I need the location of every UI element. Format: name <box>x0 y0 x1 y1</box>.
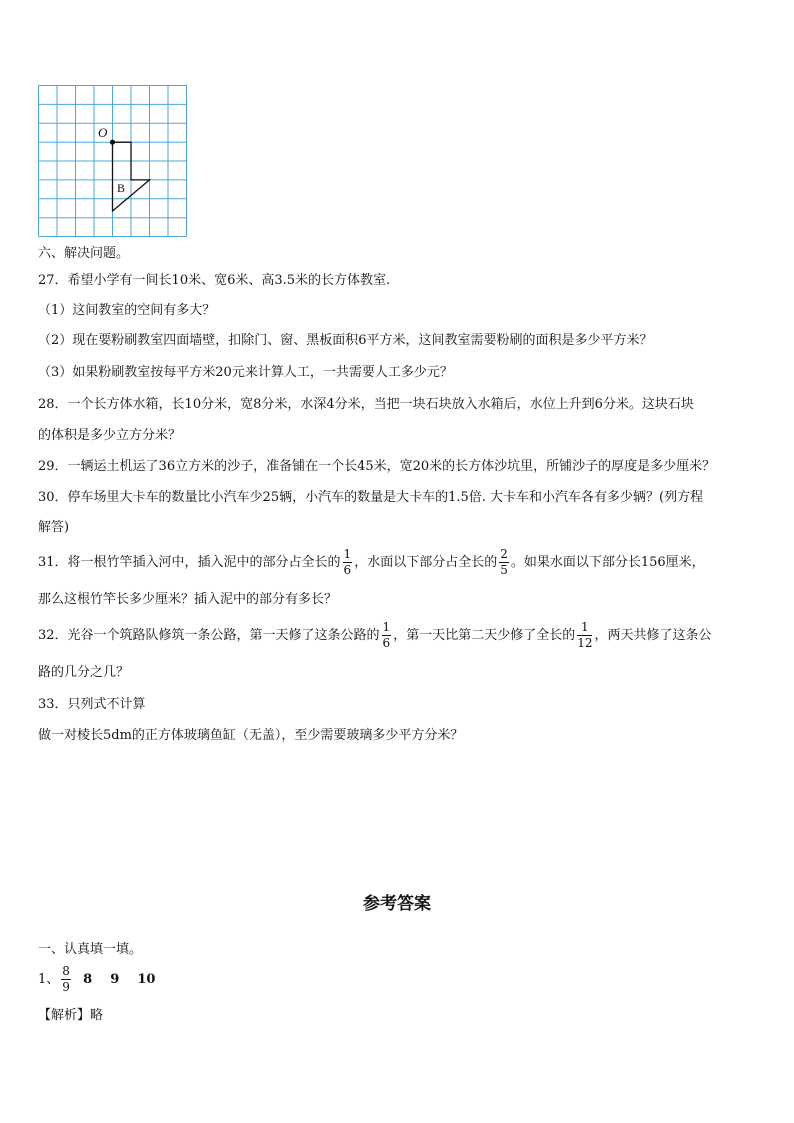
q32-fraction-2 <box>577 621 592 650</box>
answer-1 <box>38 962 155 998</box>
q30-line-1: 30．停车场里大卡车的数量比小汽车少25辆，小汽车的数量是大卡车的1.5倍. 大卡车和小汽车各有多少辆？(列方程 <box>38 490 704 505</box>
q32-text-1: 32．光谷一个筑路队修筑一条公路，第一天修了这条公路的 <box>38 628 380 643</box>
q31-fraction-1 <box>343 548 353 577</box>
q30-line-2: 解答) <box>38 520 70 535</box>
q27-part-1: （1）这间教室的空间有多大？ <box>38 303 216 318</box>
q32-fraction-1-num: 1 <box>382 620 391 634</box>
q31-fraction-1-den: 6 <box>343 563 352 577</box>
q28-line-2: 的体积是多少立方分米？ <box>38 428 182 443</box>
answers-section-1: 一、认真填一填。 <box>38 942 143 957</box>
q27-part-3: （3）如果粉刷教室按每平方米20元来计算人工，一共需要人工多少元？ <box>38 365 453 380</box>
q31-line-2: 那么这根竹竿长多少厘米？插入泥中的部分有多长？ <box>38 592 338 607</box>
answer-1-fraction <box>61 965 71 994</box>
q32-fraction-1 <box>382 621 392 650</box>
q27-part-2: （2）现在要粉刷教室四面墙壁，扣除门、窗、黑板面积6平方米，这间教室需要粉刷的面积是多少平方米？ <box>38 333 653 348</box>
q32-line-2: 路的几分之几？ <box>38 665 130 680</box>
q27-stem: 27．希望小学有一间长10米、宽6米、高3.5米的长方体教室. <box>38 273 391 288</box>
q32-line-1 <box>38 620 712 652</box>
q33-line-1: 33．只列式不计算 <box>38 697 146 712</box>
q31-text-2: ，水面以下部分占全长的 <box>354 555 498 570</box>
answer-1-prefix: 1、 <box>38 972 60 987</box>
point-o-label: O <box>98 125 108 140</box>
section-6-heading: 六、解决问题。 <box>38 246 130 261</box>
q32-text-3: ，两天共修了这条公 <box>594 628 712 643</box>
answer-1-analysis: 【解析】略 <box>38 1008 104 1023</box>
answer-1-fraction-den: 9 <box>62 980 70 994</box>
q31-line-1 <box>38 547 705 579</box>
point-o <box>110 140 115 145</box>
answers-title: 参考答案 <box>363 894 431 914</box>
q31-text-1: 31．将一根竹竿插入河中，插入泥中的部分占全长的 <box>38 555 341 570</box>
grid-figure <box>38 85 188 237</box>
q33-line-2: 做一对棱长5dm的正方体玻璃鱼缸（无盖），至少需要玻璃多少平方分米？ <box>38 728 464 743</box>
q32-fraction-2-den: 12 <box>577 636 593 650</box>
answer-1-fraction-num: 8 <box>62 964 70 978</box>
answer-1-values: 8 9 10 <box>83 972 156 987</box>
shape-b-label: B <box>117 181 126 195</box>
q31-fraction-2 <box>499 548 509 577</box>
q32-text-2: ，第一天比第二天少修了全长的 <box>393 628 576 643</box>
q31-fraction-2-den: 5 <box>500 563 508 577</box>
q31-fraction-1-num: 1 <box>343 547 352 561</box>
q32-fraction-1-den: 6 <box>382 636 391 650</box>
q32-fraction-2-num: 1 <box>577 621 592 636</box>
q31-fraction-2-num: 2 <box>500 547 508 561</box>
q31-text-3: 。如果水面以下部分长156厘米， <box>510 555 705 570</box>
q28-line-1: 28．一个长方体水箱，长10分米，宽8分米，水深4分米，当把一块石块放入水箱后，水位上升到6分米。这块石块 <box>38 397 694 412</box>
q29-text: 29．一辆运土机运了36立方米的沙子，准备铺在一个长45米，宽20米的长方体沙坑里，所铺沙子的厚度是多少厘米？ <box>38 459 716 474</box>
